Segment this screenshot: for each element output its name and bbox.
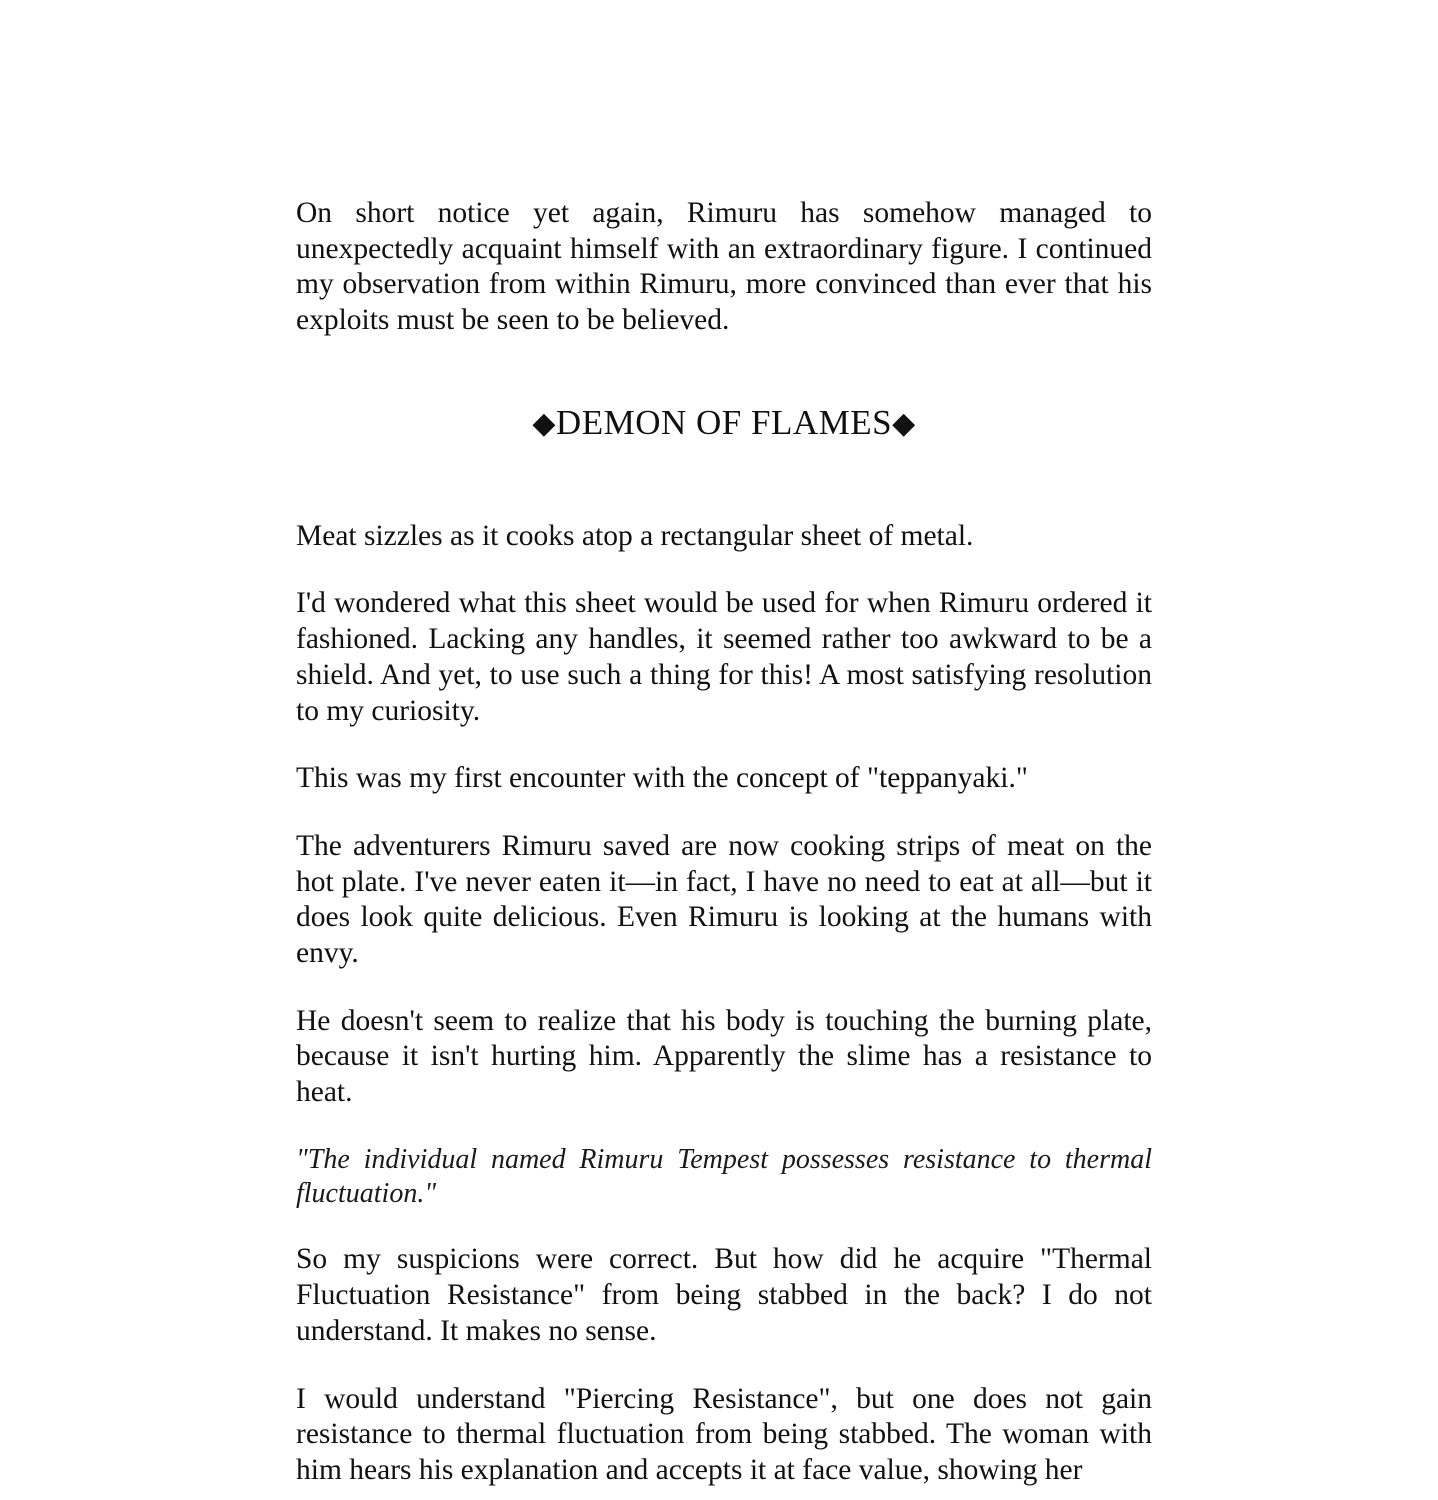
section-heading-title: DEMON OF FLAMES [555,402,893,442]
paragraph: The adventurers Rimuru saved are now cooking strips of meat on the hot plate. I've never eaten it—in fact, I have no need to eat at all—but it does look quite delicious. Even Rimuru is looking at the humans with envy. [296,829,1152,969]
paragraph: So my suspicions were correct. But how did he acquire "Thermal Fluctuation Resistance" from being stabbed in the back? I do not understand. It makes no sense. [296,1243,1152,1347]
text-column [296,196,1152,1489]
paragraph: Meat sizzles as it cooks atop a rectangular sheet of metal. [296,519,974,552]
diamond-right-icon: ◆ [892,406,916,440]
diamond-left-icon: ◆ [532,406,556,440]
paragraph: I would understand "Piercing Resistance", but one does not gain resistance to thermal fluctuation from being stabbed. The woman with him hears his explanation and accepts it at face value, showing her [296,1382,1152,1486]
paragraph: He doesn't seem to realize that his body is touching the burning plate, because it isn't hurting him. Apparently the slime has a resistance to heat. [296,1004,1152,1108]
paragraph: This was my first encounter with the concept of "teppanyaki." [296,762,1028,795]
intro-paragraph: On short notice yet again, Rimuru has somehow managed to unexpectedly acquaint himself with an extraordinary figure. I continued my observation from within Rimuru, more convinced than ever that his exploits must be seen to be believed. [296,197,1152,337]
section-heading [296,403,1152,443]
italic-quote-paragraph: "The individual named Rimuru Tempest possesses resistance to thermal fluctuation." [296,1143,1152,1209]
paragraph: I'd wondered what this sheet would be used for when Rimuru ordered it fashioned. Lacking any handles, it seemed rather too awkward to be a shield. And yet, to use such a thing for this! A most satisfying resolution to my curiosity. [296,587,1152,727]
